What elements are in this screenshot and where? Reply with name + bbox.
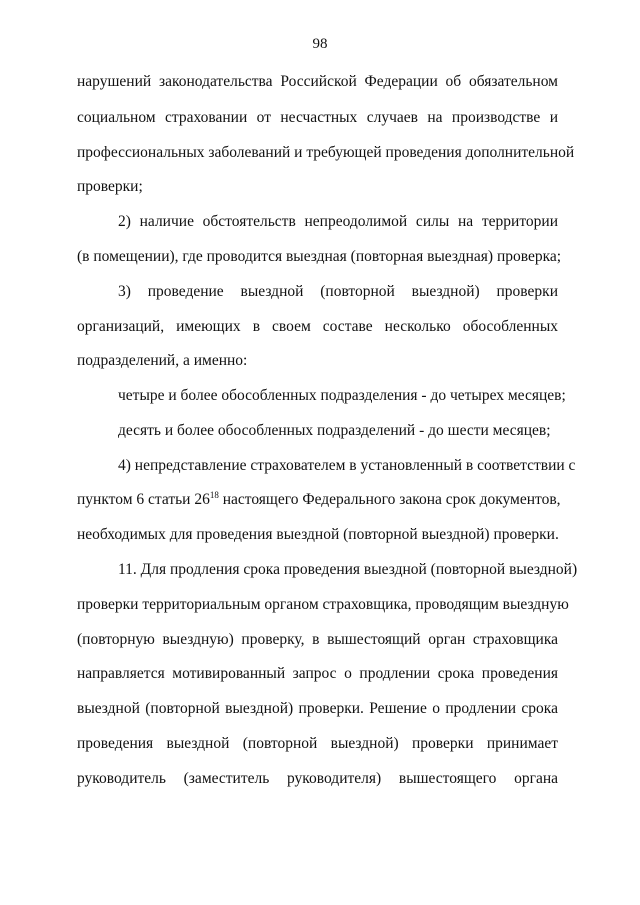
page-number: 98 bbox=[312, 36, 328, 52]
text-line: (в помещении), где проводится выездная (повторная выездная) проверка; bbox=[77, 248, 562, 265]
text-line: четыре и более обособленных подразделения - до четырех месяцев; bbox=[118, 387, 566, 404]
text-line: проведения выездной (повторной выездной) проверки принимает bbox=[77, 735, 558, 752]
text-line: десять и более обособленных подразделений - до шести месяцев; bbox=[118, 422, 551, 439]
text-line: направляется мотивированный запрос о продлении срока проведения bbox=[77, 665, 558, 682]
text-line: (повторную выездную) проверку, в вышестоящий орган страховщика bbox=[77, 631, 558, 648]
line-text-before: пунктом 6 статьи 26 bbox=[77, 491, 210, 508]
text-line: проверки территориальным органом страховщика, проводящим выездную bbox=[77, 596, 569, 613]
text-line: руководитель (заместитель руководителя) вышестоящего органа bbox=[77, 770, 558, 787]
text-line: выездной (повторной выездной) проверки. Решение о продлении срока bbox=[77, 700, 558, 717]
text-line: 2) наличие обстоятельств непреодолимой силы на территории bbox=[118, 213, 558, 230]
text-line: социальном страховании от несчастных случаев на производстве и bbox=[77, 109, 558, 126]
line-text-after: настоящего Федерального закона срок документов, bbox=[218, 491, 561, 508]
superscript: 18 bbox=[209, 490, 219, 500]
text-line-with-superscript bbox=[77, 490, 561, 510]
text-line: 4) непредставление страхователем в установленный в соответствии с bbox=[118, 457, 576, 474]
text-line: организаций, имеющих в своем составе несколько обособленных bbox=[77, 318, 558, 335]
text-line: 11. Для продления срока проведения выездной (повторной выездной) bbox=[118, 561, 578, 578]
text-line: нарушений законодательства Российской Федерации об обязательном bbox=[77, 73, 558, 90]
text-line: проверки; bbox=[77, 178, 143, 195]
text-line: подразделений, а именно: bbox=[77, 352, 248, 369]
text-line: 3) проведение выездной (повторной выездной) проверки bbox=[118, 283, 558, 300]
text-line: профессиональных заболеваний и требующей проведения дополнительной bbox=[77, 144, 575, 161]
text-line: необходимых для проведения выездной (повторной выездной) проверки. bbox=[77, 526, 559, 543]
